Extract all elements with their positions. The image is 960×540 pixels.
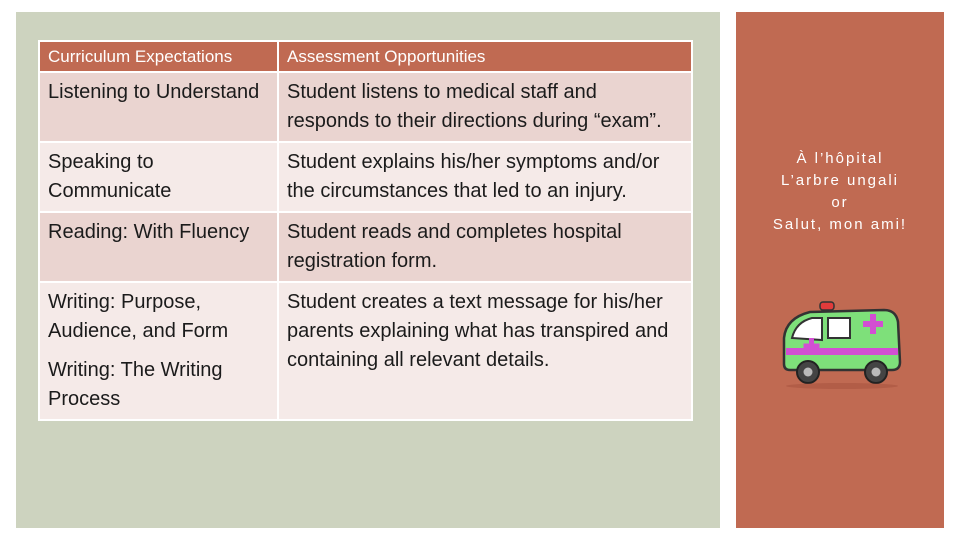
- caption-line-story: L’arbre ungali: [780, 172, 900, 189]
- table-row: [39, 142, 692, 212]
- table-header-row: [39, 41, 692, 72]
- expectation-cell: Speaking to Communicate: [39, 142, 278, 212]
- opportunity-cell: Student reads and completes hospital registration form.: [278, 212, 692, 282]
- opportunity-cell: Student creates a text message for his/her parents explaining what has transpired and containing all relevant details.: [278, 282, 692, 420]
- expectation-writing-process: Writing: The Writing Process: [48, 359, 223, 410]
- opportunity-cell: Student listens to medical staff and responds to their directions during “exam”.: [278, 72, 692, 142]
- expectation-writing-purpose: Writing: Purpose, Audience, and Form: [48, 291, 229, 342]
- sidebar-caption: [736, 148, 944, 236]
- assessment-table: [38, 40, 693, 421]
- opportunity-cell: Student explains his/her symptoms and/or the circumstances that led to an injury.: [278, 142, 692, 212]
- expectation-cell: [39, 282, 278, 420]
- accent-sidebar: [736, 12, 944, 528]
- header-assessment-opportunities: Assessment Opportunities: [278, 41, 692, 72]
- caption-line-greeting: Salut, mon ami!: [772, 216, 908, 233]
- ambulance-icon: [776, 300, 904, 390]
- caption-line-or: or: [831, 194, 849, 211]
- expectation-cell: Reading: With Fluency: [39, 212, 278, 282]
- header-curriculum-expectations: Curriculum Expectations: [39, 41, 278, 72]
- expectation-cell: Listening to Understand: [39, 72, 278, 142]
- caption-line-title: À l’hôpital: [796, 150, 884, 167]
- table-row: [39, 72, 692, 142]
- table-row: [39, 212, 692, 282]
- table-row: [39, 282, 692, 420]
